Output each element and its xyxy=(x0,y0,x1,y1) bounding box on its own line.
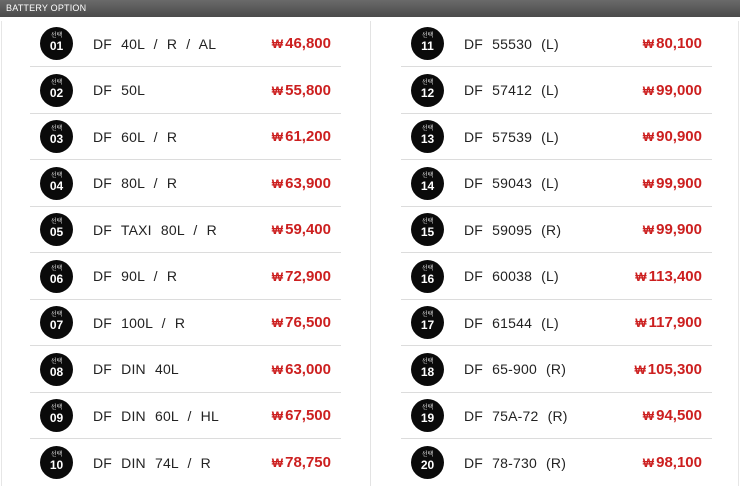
battery-price xyxy=(272,82,331,99)
select-option-button[interactable] xyxy=(40,306,73,339)
select-option-button[interactable] xyxy=(40,213,73,246)
select-label: 선택 xyxy=(50,452,63,458)
select-option-button[interactable] xyxy=(40,74,73,107)
option-number: 14 xyxy=(420,178,435,193)
won-currency-icon: ₩ xyxy=(642,223,655,237)
price-value: 55,800 xyxy=(285,81,331,99)
option-number: 20 xyxy=(420,458,435,472)
select-label: 선택 xyxy=(421,358,434,365)
option-number: 13 xyxy=(420,132,435,146)
won-currency-icon: ₩ xyxy=(642,409,655,423)
select-option-button[interactable] xyxy=(40,260,73,293)
battery-model-name: DF DIN 74L / R xyxy=(93,454,211,471)
option-number: 06 xyxy=(49,271,64,286)
battery-model-name: DF 78-730 (R) xyxy=(464,454,567,471)
won-currency-icon: ₩ xyxy=(271,409,284,423)
price-value: 99,900 xyxy=(656,221,702,238)
price-value: 90,900 xyxy=(656,128,702,145)
option-number: 19 xyxy=(420,411,435,425)
battery-model-name: DF 50L xyxy=(93,82,146,98)
won-currency-icon: ₩ xyxy=(642,130,655,144)
battery-model-name: DF 59043 (L) xyxy=(464,175,559,191)
price-value: 99,900 xyxy=(656,174,702,192)
battery-option-row[interactable] xyxy=(401,300,712,346)
battery-model-name: DF DIN 60L / HL xyxy=(93,407,219,424)
option-number: 10 xyxy=(49,458,64,472)
select-option-button[interactable] xyxy=(40,446,73,479)
won-currency-icon: ₩ xyxy=(271,269,284,284)
select-option-button[interactable] xyxy=(40,167,73,200)
battery-list-left xyxy=(0,21,370,486)
option-number: 01 xyxy=(49,39,64,53)
battery-option-row[interactable] xyxy=(30,21,341,67)
battery-price xyxy=(635,314,702,331)
price-value: 76,500 xyxy=(285,314,331,331)
won-currency-icon: ₩ xyxy=(642,83,655,98)
won-currency-icon: ₩ xyxy=(271,83,284,98)
select-option-button[interactable] xyxy=(40,399,73,432)
battery-option-row[interactable] xyxy=(30,114,341,160)
battery-option-row[interactable] xyxy=(401,68,712,114)
select-option-button[interactable] xyxy=(40,353,73,386)
select-label: 선택 xyxy=(50,219,63,225)
won-currency-icon: ₩ xyxy=(271,362,284,377)
battery-price xyxy=(272,35,331,52)
select-label: 선택 xyxy=(50,405,63,411)
battery-option-row[interactable] xyxy=(401,207,712,253)
won-currency-icon: ₩ xyxy=(635,316,647,330)
select-label: 선택 xyxy=(421,172,434,179)
battery-price xyxy=(643,407,702,424)
option-number: 09 xyxy=(49,411,64,425)
price-value: 117,900 xyxy=(648,314,702,331)
price-value: 63,000 xyxy=(285,360,331,378)
price-value: 80,100 xyxy=(656,35,702,52)
battery-model-name: DF 57412 (L) xyxy=(464,82,559,98)
select-label: 선택 xyxy=(50,172,63,179)
section-header xyxy=(0,0,740,17)
select-label: 선택 xyxy=(421,312,434,318)
battery-option-row[interactable] xyxy=(30,393,341,439)
battery-price xyxy=(272,268,331,285)
select-label: 선택 xyxy=(50,33,63,39)
won-currency-icon: ₩ xyxy=(271,456,284,470)
select-option-button[interactable] xyxy=(411,353,444,386)
won-currency-icon: ₩ xyxy=(635,269,647,284)
select-option-button[interactable] xyxy=(411,399,444,432)
select-label: 선택 xyxy=(421,405,434,411)
battery-option-row[interactable] xyxy=(401,161,712,207)
battery-price xyxy=(272,314,331,331)
option-number: 18 xyxy=(420,364,435,379)
won-currency-icon: ₩ xyxy=(271,37,284,51)
select-label: 선택 xyxy=(50,126,63,132)
battery-price xyxy=(643,454,702,471)
won-currency-icon: ₩ xyxy=(642,37,655,51)
battery-option-row[interactable] xyxy=(30,347,341,393)
select-option-button[interactable] xyxy=(411,120,444,153)
select-option-button[interactable] xyxy=(40,120,73,153)
battery-price xyxy=(272,128,331,145)
battery-model-name: DF 100L / R xyxy=(93,314,186,331)
battery-model-name: DF 60L / R xyxy=(93,128,178,145)
battery-option-row[interactable] xyxy=(401,114,712,160)
battery-model-name: DF 65-900 (R) xyxy=(464,361,567,377)
select-option-button[interactable] xyxy=(40,27,73,60)
select-option-button[interactable] xyxy=(411,260,444,293)
select-label: 선택 xyxy=(421,126,434,132)
price-value: 94,500 xyxy=(656,407,702,424)
select-label: 선택 xyxy=(421,452,434,458)
select-label: 선택 xyxy=(50,79,63,86)
won-currency-icon: ₩ xyxy=(271,130,284,144)
option-number: 05 xyxy=(49,225,64,239)
battery-option-row[interactable] xyxy=(401,21,712,67)
select-label: 선택 xyxy=(50,265,63,272)
select-option-button[interactable] xyxy=(411,306,444,339)
battery-option-row[interactable] xyxy=(401,254,712,300)
battery-model-name: DF 55530 (L) xyxy=(464,35,559,52)
battery-price xyxy=(272,454,331,471)
battery-price xyxy=(635,268,702,285)
won-currency-icon: ₩ xyxy=(642,456,655,470)
battery-price xyxy=(634,361,702,378)
price-value: 67,500 xyxy=(285,407,331,424)
option-number: 17 xyxy=(420,318,435,332)
select-option-button[interactable] xyxy=(411,446,444,479)
battery-option-row[interactable] xyxy=(30,161,341,207)
battery-option-row[interactable] xyxy=(401,440,712,486)
battery-list-right xyxy=(370,21,740,486)
price-value: 113,400 xyxy=(648,267,702,285)
price-value: 46,800 xyxy=(285,35,331,52)
battery-price xyxy=(643,221,702,238)
option-number: 11 xyxy=(421,39,434,53)
battery-model-name: DF 90L / R xyxy=(93,268,178,284)
battery-option-row[interactable] xyxy=(30,207,341,253)
won-currency-icon: ₩ xyxy=(271,176,284,191)
battery-model-name: DF DIN 40L xyxy=(93,361,179,377)
select-option-button[interactable] xyxy=(411,74,444,107)
option-number: 04 xyxy=(49,178,64,193)
price-value: 61,200 xyxy=(285,128,331,145)
price-value: 59,400 xyxy=(285,221,331,238)
price-value: 78,750 xyxy=(285,454,331,471)
option-number: 12 xyxy=(420,85,435,100)
option-number: 15 xyxy=(420,225,435,239)
won-currency-icon: ₩ xyxy=(634,362,646,377)
battery-option-row[interactable] xyxy=(30,254,341,300)
select-label: 선택 xyxy=(421,265,434,272)
price-value: 98,100 xyxy=(656,454,702,471)
select-option-button[interactable] xyxy=(411,213,444,246)
battery-price xyxy=(272,175,331,192)
battery-option-row[interactable] xyxy=(401,393,712,439)
battery-price xyxy=(272,361,331,378)
select-option-button[interactable] xyxy=(411,167,444,200)
battery-model-name: DF TAXI 80L / R xyxy=(93,221,217,238)
select-option-button[interactable] xyxy=(411,27,444,60)
option-number: 03 xyxy=(49,132,64,146)
battery-model-name: DF 60038 (L) xyxy=(464,268,559,284)
price-value: 72,900 xyxy=(285,267,331,285)
battery-model-name: DF 40L / R / AL xyxy=(93,35,217,52)
battery-model-name: DF 57539 (L) xyxy=(464,128,559,145)
section-title: BATTERY OPTION xyxy=(6,3,87,13)
battery-price xyxy=(272,407,331,424)
battery-price xyxy=(643,82,702,99)
battery-model-name: DF 75A-72 (R) xyxy=(464,407,568,424)
battery-option-row[interactable] xyxy=(401,347,712,393)
battery-option-row[interactable] xyxy=(30,440,341,486)
won-currency-icon: ₩ xyxy=(642,176,655,191)
battery-model-name: DF 80L / R xyxy=(93,175,178,191)
battery-option-row[interactable] xyxy=(30,68,341,114)
select-label: 선택 xyxy=(50,312,63,318)
price-value: 105,300 xyxy=(647,360,702,378)
option-number: 02 xyxy=(49,85,64,100)
price-value: 99,000 xyxy=(656,81,702,99)
won-currency-icon: ₩ xyxy=(271,223,284,237)
battery-price xyxy=(643,128,702,145)
select-label: 선택 xyxy=(421,33,434,39)
select-label: 선택 xyxy=(50,358,63,365)
battery-model-name: DF 61544 (L) xyxy=(464,314,559,331)
won-currency-icon: ₩ xyxy=(271,316,284,330)
option-number: 16 xyxy=(420,271,435,286)
battery-option-row[interactable] xyxy=(30,300,341,346)
battery-price xyxy=(272,221,331,238)
battery-price xyxy=(643,35,702,52)
option-number: 07 xyxy=(49,318,64,332)
select-label: 선택 xyxy=(421,219,434,225)
battery-price xyxy=(643,175,702,192)
battery-model-name: DF 59095 (R) xyxy=(464,221,562,238)
select-label: 선택 xyxy=(421,79,434,86)
option-number: 08 xyxy=(49,364,64,379)
price-value: 63,900 xyxy=(285,174,331,192)
